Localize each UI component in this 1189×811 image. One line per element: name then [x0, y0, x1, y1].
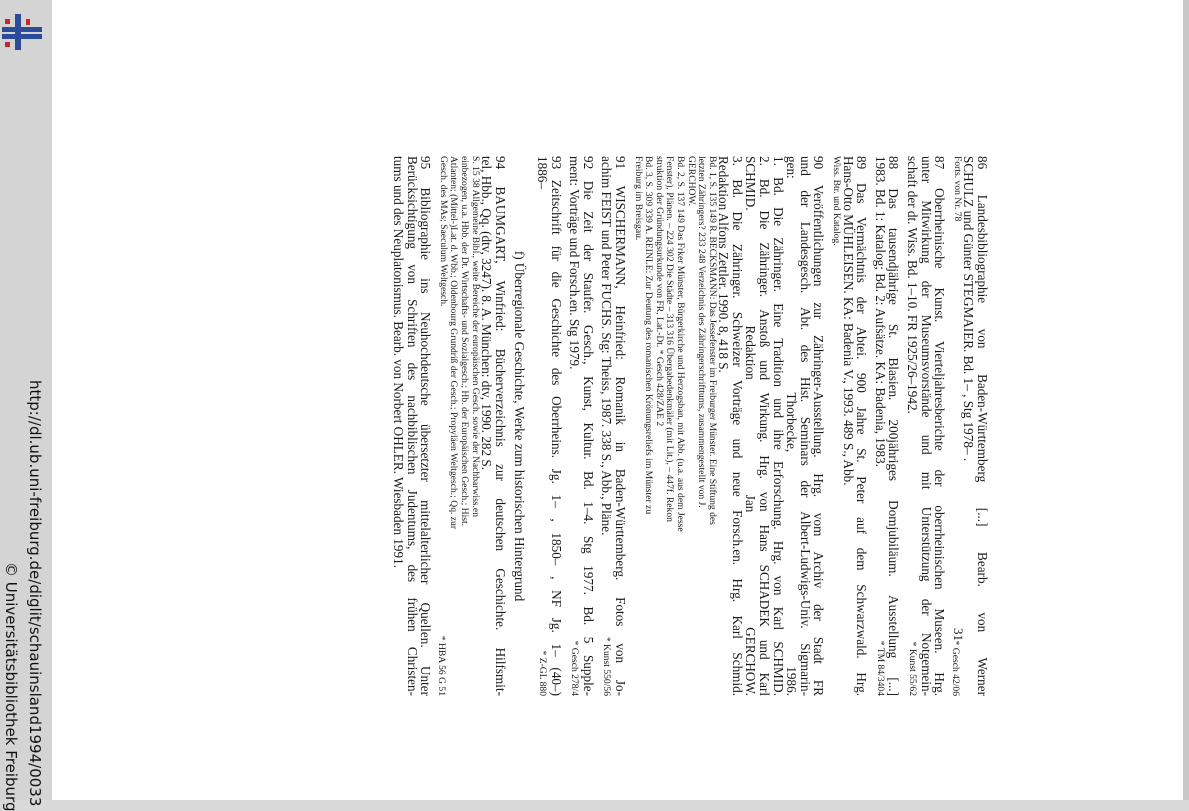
entry-note: Atlanten; (Mittel-)Lat. d. Wbb.; Oldenbourg Grundriß der Gesch.; Propyläen Weltgesch.; Qq. zur: [448, 156, 460, 530]
entry-note: Forts. von Nr. 78: [951, 156, 963, 222]
page-number: 31: [951, 628, 966, 641]
entry-line: schaft der dt. Wiss. Bd. 1–10. FR 1925/26–1942.: [905, 156, 921, 414]
bibliography-entry: [386, 156, 432, 696]
entry-line: 95 Bibliographie ins Neuhochdeutsche übersetzter mittelalterlicher Quellen. Unter: [418, 156, 434, 696]
scrollbar[interactable]: [1183, 0, 1189, 800]
entry-line: 2. Bd. Die Zähringer. Anstoß und Wirkung. Hrg. von Hans SCHADEK und Karl: [757, 156, 773, 696]
shelf-signature: * Gesch 42/06: [949, 640, 961, 696]
document-body: [249, 156, 989, 696]
viewer-sidebar: [0, 0, 52, 811]
entry-line: SCHULZ und Günter STEGMAIER. Bd. 1– , Stg 1978– .: [961, 156, 977, 462]
entry-line: 94 BAUMGART, Winfried: Bücherverzeichnis zur deutschen Geschichte. Hilfsmit-: [492, 156, 508, 696]
entry-note: S. 15 38 Allgemeine Bibl., weite Bereiche der europäischen Gesch. sowie der Nachbarwiss.en: [469, 156, 481, 517]
entry-line: 1983. Bd. 1: Katalog; Bd. 2: Aufsätze. KA: Badenia, 1983.: [872, 156, 888, 467]
entry-line: unter Mitwirkung der Museumsvorstände und mit Unterstützung der Notgemein-: [918, 156, 934, 696]
entry-line: gen: Thorbecke, 1986.: [784, 156, 800, 696]
entry-line: 86 Landesbibliographie von Baden-Württemberg [...] Bearb. von Werner: [975, 156, 990, 696]
entry-line: achim FEIST und Peter FUCHS. Stg: Theiss, 1987. 338 S., Abb., Pläne.: [599, 156, 615, 536]
entry-note: Gesch. des MAs; Saeculum Weltgesch.: [437, 156, 449, 307]
shelf-signature: * Kunst 550/56: [601, 636, 613, 696]
entry-note: Bd. 3, S. 309 339 A. REINLE: Zur Deutung des romanischen Krönungsreliefs im Münster zu: [643, 156, 655, 515]
entry-note: Fenster), Plänen. – 224 302 Die Städte – 313 316 Übergabedenkmäler (mit Lit.), – 447f. Rekon: [664, 156, 676, 522]
entry-line: ment: Vorträge und Forsch.en. Stg 1979.: [567, 156, 583, 370]
section-heading: f) Überregionale Geschichte, Werke zum historischen Hintergrund: [512, 250, 528, 602]
entry-line: Berücksichtigung von Schriften des nachbiblischen Judentums, des frühen Christen-: [404, 156, 420, 696]
copyright-notice: © Universitätsbibliothek Freiburg: [2, 562, 20, 811]
entry-line: 91 WISCHERMANN, Heinfried: Romanik in Baden-Württemberg. Fotos von Jo-: [612, 156, 628, 696]
bibliography-entry: [595, 156, 627, 696]
entry-line: 1886–: [535, 156, 550, 189]
shelf-signature: * TM 84/3404: [874, 640, 886, 696]
entry-note: Bd. 1, S. 135 149 R. BECKSMANN: Das Jessefenster im Freiburger Münster. Eine Stiftung des: [706, 156, 718, 525]
shelf-signature: * HBA 56 G 51: [435, 635, 447, 696]
bibliography-entry: [825, 156, 868, 696]
entry-line: 92 Die Zeit der Staufer. Gesch., Kunst, Kultur. Bd. 1–4. Stg 1977. Bd. 5 Supple-: [580, 156, 596, 696]
bibliography-entry: [530, 156, 562, 696]
entry-note: Freiburg im Breisgau.: [632, 156, 644, 241]
entry-line: tums und des Neuplatonismus. Bearb. von Norbert OHLER. Wiesbaden 1991.: [391, 156, 407, 569]
entry-note: GERCHOW.: [685, 156, 697, 207]
university-logo-icon: [2, 14, 46, 50]
bibliography-entry: [627, 156, 826, 696]
entry-line: 93 Zeitschrift für die Geschichte des Oberrheins. Jg. 1– , 1850– , NF Jg. 1– (40–): [548, 156, 564, 696]
entry-line: tel, Hbb., Qq. (dtv, 3247). 8. A. München: dtv, 1990. 282 S.: [479, 156, 495, 471]
source-url[interactable]: http://dl.ub.uni-freiburg.de/diglit/schauinsland1994/0033: [26, 380, 44, 807]
bibliography-entry: [946, 156, 989, 696]
bibliography-entry: [868, 156, 900, 696]
shelf-signature: * Gesch 278/4: [569, 640, 581, 696]
entry-line: und der Landesgesch. Abt. des Hist. Seminars der Albert-Ludwigs-Univ. Sigmarin-: [797, 156, 813, 696]
entry-note: einbezogen, u.a. Hbb. der Dt. Wirtschafts- und Sozialgesch.; Hb. der Europäischen Gesch.; Hist.: [459, 156, 471, 527]
entry-line: 90 Veröffentlichungen zur Zähringer-Ausstellung. Hrg. vom Archiv der Stadt FR: [811, 156, 827, 696]
shelf-signature: * Kunst 55/62: [907, 641, 919, 696]
entry-note: Bd. 2, S. 137 149 Das Frker Münster, Bürgerkirche und Herzogsban, mit Abb. (u.a. aus dem Jesse: [674, 156, 686, 532]
shelf-signature: * Z-GL 880: [537, 650, 548, 696]
entry-line: 88 Das tausendjährige St. Blasien. 200jähriges Domjubiläum. Ausstellung [...]: [886, 156, 902, 696]
entry-line: SCHMID. Redaktion Jan GERCHOW.: [743, 156, 759, 696]
bibliography-entry: [900, 156, 946, 696]
bibliography-entry: [563, 156, 595, 696]
entry-line: 87 Oberrheinische Kunst. Vierteljahresberichte der oberrheinischen Museen. Hrg.: [932, 156, 948, 696]
entry-line: 89 Das Vermächtnis der Abtei. 900 Jahre St. Peter auf dem Schwarzwald. Hrg.: [854, 156, 870, 696]
entry-note: Wiss. Btr. und Katalog.: [831, 156, 843, 246]
entry-line: 3. Bd. Die Zähringer. Schweizer Vorträge und neue Forsch.en. Hrg. Karl Schmid.: [729, 156, 745, 696]
entry-line: Hans-Otto MÜHLEISEN. KA: Badenia V., 1993. 489 S., Abb.: [840, 156, 856, 486]
bibliography-entry: [432, 156, 507, 696]
entry-line: Redaktion Alfons Zettler. 1990. 8, 418 S.: [716, 156, 732, 373]
entry-note: letzten Zähringers? 233 248 Verzeichnis des Zähringerschrifttums, zusammengestellt von J.: [696, 156, 708, 508]
entry-line: 1. Bd. Die Zähringer. Eine Tradition und ihre Erforschung. Hrg. von Karl SCHMID.: [770, 156, 786, 696]
entry-note: struktion der Gründungsurkunde von FR, Lat.-Dt. * Gesch 428/ZAE 2: [653, 156, 665, 427]
